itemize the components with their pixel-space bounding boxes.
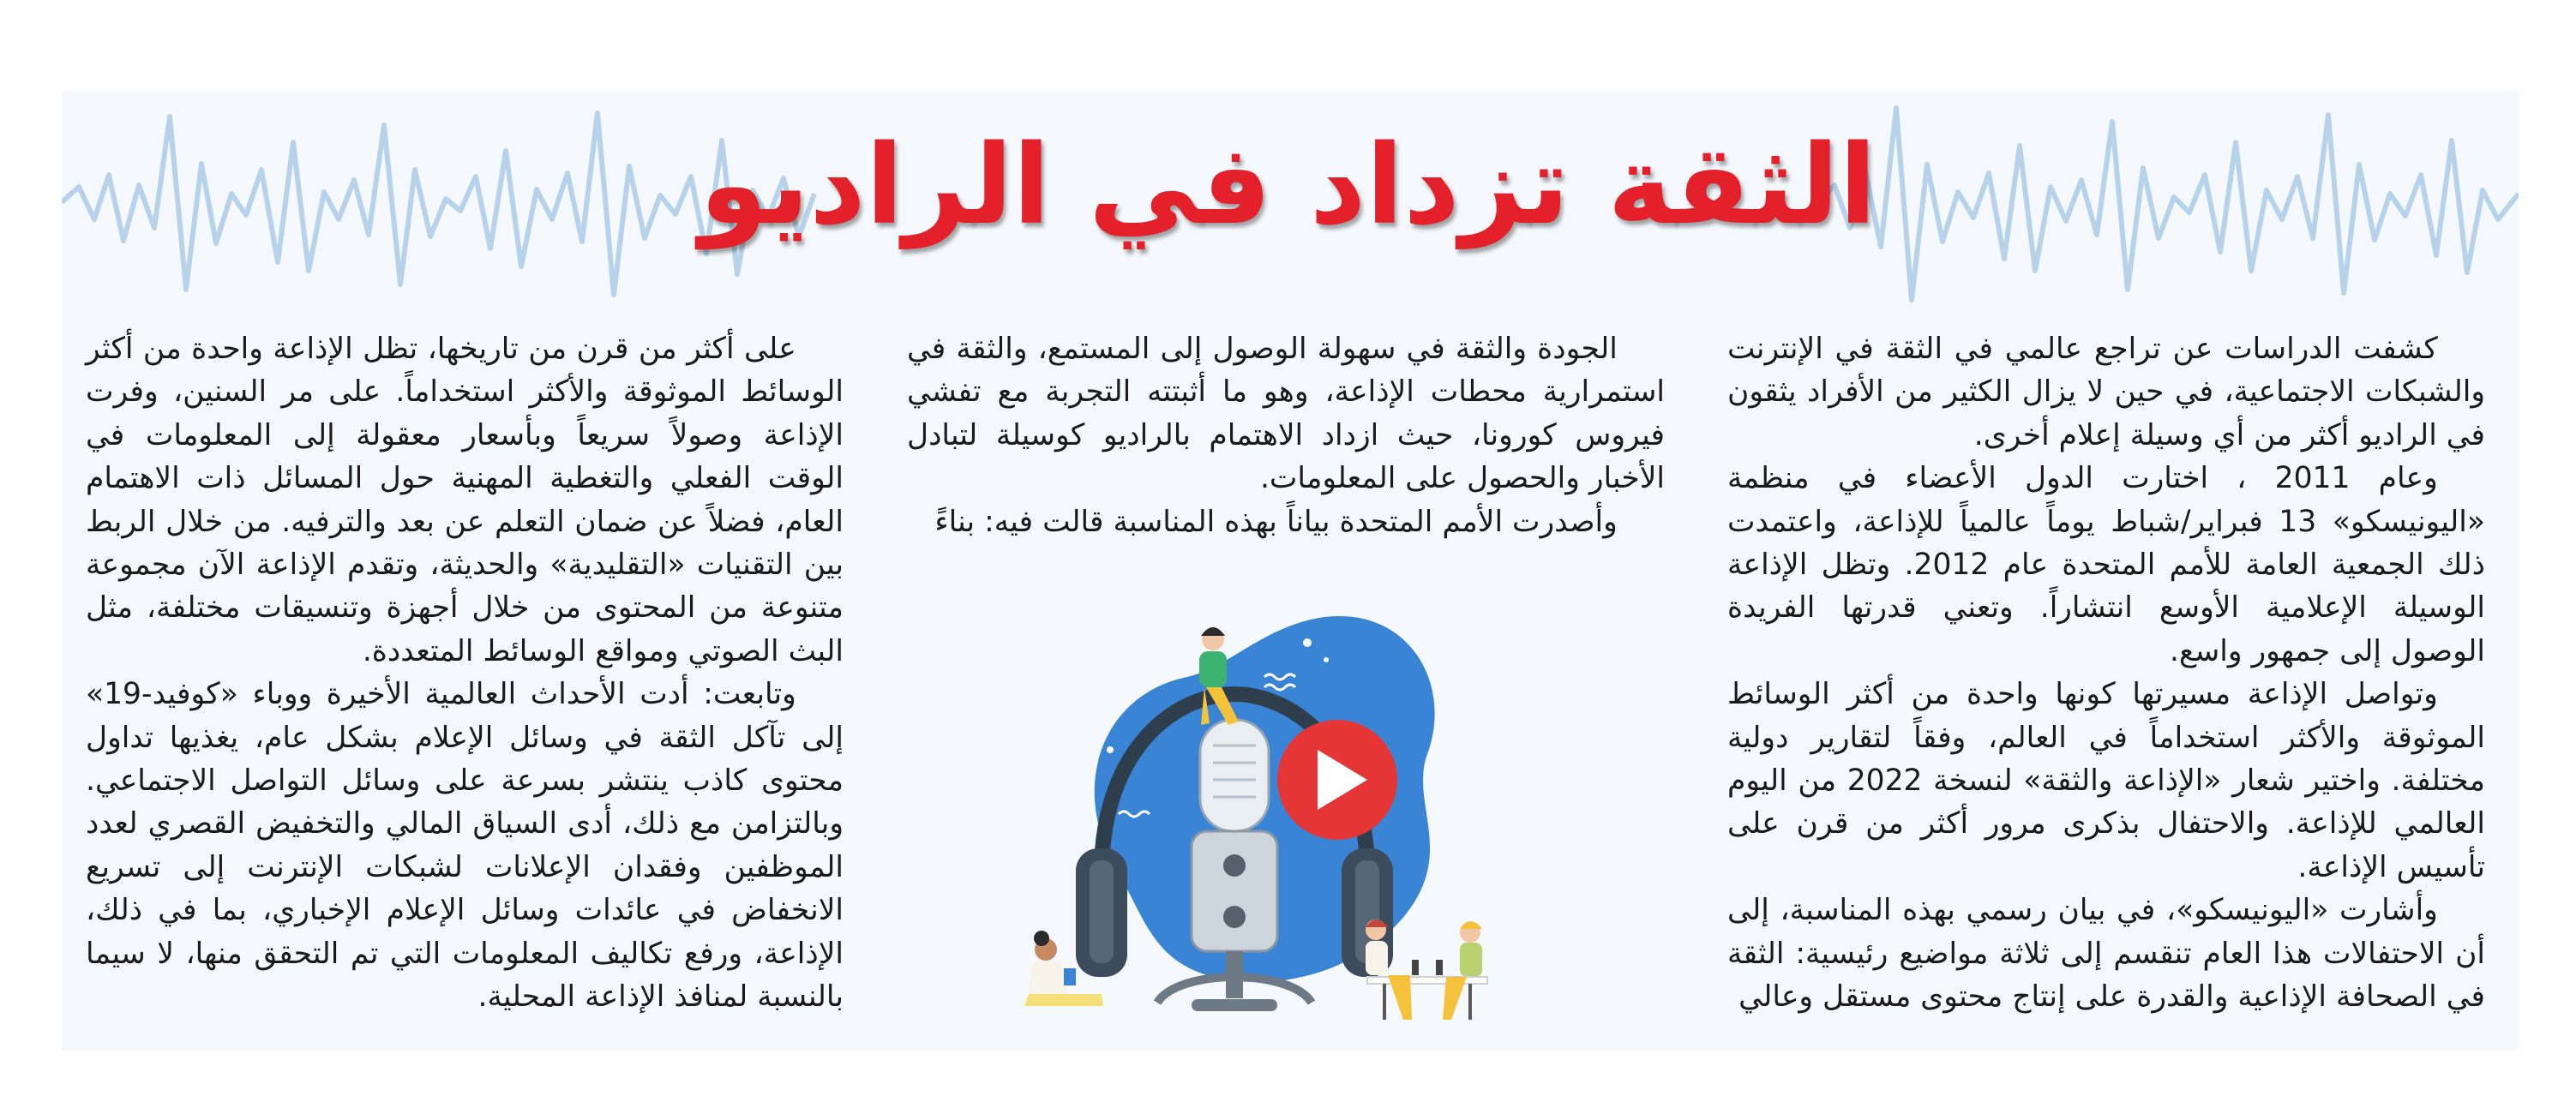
play-button-icon [1277, 720, 1397, 840]
paragraph: كشفت الدراسات عن تراجع عالمي في الثقة في الإنترنت والشبكات الاجتماعية، في حين لا يزال الكثير من الأفراد يثقون في الراديو أكثر من أي وسيلة إعلام أخرى. [1727, 332, 2485, 452]
podcast-hosts-figures [1366, 919, 1487, 1020]
article-column-right [1727, 327, 2485, 1019]
paragraph: وتواصل الإذاعة مسيرتها كونها واحدة من أكثر الوسائط الموثوقة والأكثر استخداماً في العالم، وفقاً لتقارير دولية مختلفة. واختير شعار «الإذاعة والثقة» لنسخة 2022 من اليوم العالمي للإذاعة. والاحتفال بذكرى مرور أكثر من قرن على تأسيس الإذاعة. [1727, 677, 2485, 884]
paragraph: على أكثر من قرن من تاريخها، تظل الإذاعة واحدة من أكثر الوسائط الموثوقة والأكثر استخداماً. على مر السنين، وفرت الإذاعة وصولاً سريعاً وبأسعار معقولة إلى المعلومات في الوقت الفعلي والتغطية المهنية حول المسائل ذات الاهتمام العام، فضلاً عن ضمان التعلم عن بعد والترفيه. من خلال الربط بين التقنيات «التقليدية» والحديثة، وتقدم الإذاعة الآن مجموعة متنوعة من المحتوى من خلال أجهزة وتنسيقات مختلفة، مثل البث الصوتي ومواقع الوسائط المتعددة. [86, 332, 844, 668]
paragraph: وأشارت «اليونيسكو»، في بيان رسمي بهذه المناسبة، إلى أن الاحتفالات هذا العام تنقسم إلى ثلاثة مواضيع رئيسية: الثقة في الصحافة الإذاعية والقدرة على إنتاج محتوى مستقل وعالي [1727, 893, 2485, 1015]
article-column-middle [907, 327, 1665, 543]
paragraph: وتابعت: أدت الأحداث العالمية الأخيرة ووباء «كوفيد-19» إلى تآكل الثقة في وسائل الإعلام بشكل عام، يغذيها تداول محتوى كاذب ينتشر بسرعة على وسائل التواصل الاجتماعي. وبالتزامن مع ذلك، أدى السياق المالي والتخفيض القصري لعدد الموظفين وفقدان الإعلانات لشبكات الإنترنت إلى تسريع الانخفاض في عائدات وسائل الإعلام الإخباري، بما في ذلك، الإذاعة، ورفع تكاليف المعلومات التي تم التحقق منها، لا سيما بالنسبة لمنافذ الإذاعة المحلية. [86, 677, 844, 1015]
podcast-illustration [1007, 591, 1522, 1045]
paragraph: وعام 2011 ، اختارت الدول الأعضاء في منظمة «اليونيسكو» 13 فبراير/شباط يوماً عالمياً للإذاعة، واعتمدت ذلك الجمعية العامة للأمم المتحدة عام 2012. وتظل الإذاعة الوسيلة الإعلامية الأوسع انتشاراً. وتعني قدرتها الفريدة الوصول إلى جمهور واسع. [1727, 461, 2485, 668]
article-column-left [86, 327, 844, 1019]
paragraph: الجودة والثقة في سهولة الوصول إلى المستمع، والثقة في استمرارية محطات الإذاعة، وهو ما أثبتته التجربة مع تفشي فيروس كورونا، حيث ازداد الاهتمام بالراديو كوسيلة لتبادل الأخبار والحصول على المعلومات. [907, 332, 1665, 496]
article-headline: الثقة تزداد في الراديو [699, 122, 1877, 249]
paragraph: وأصدرت الأمم المتحدة بياناً بهذه المناسبة قالت فيه: بناءً [934, 504, 1618, 539]
